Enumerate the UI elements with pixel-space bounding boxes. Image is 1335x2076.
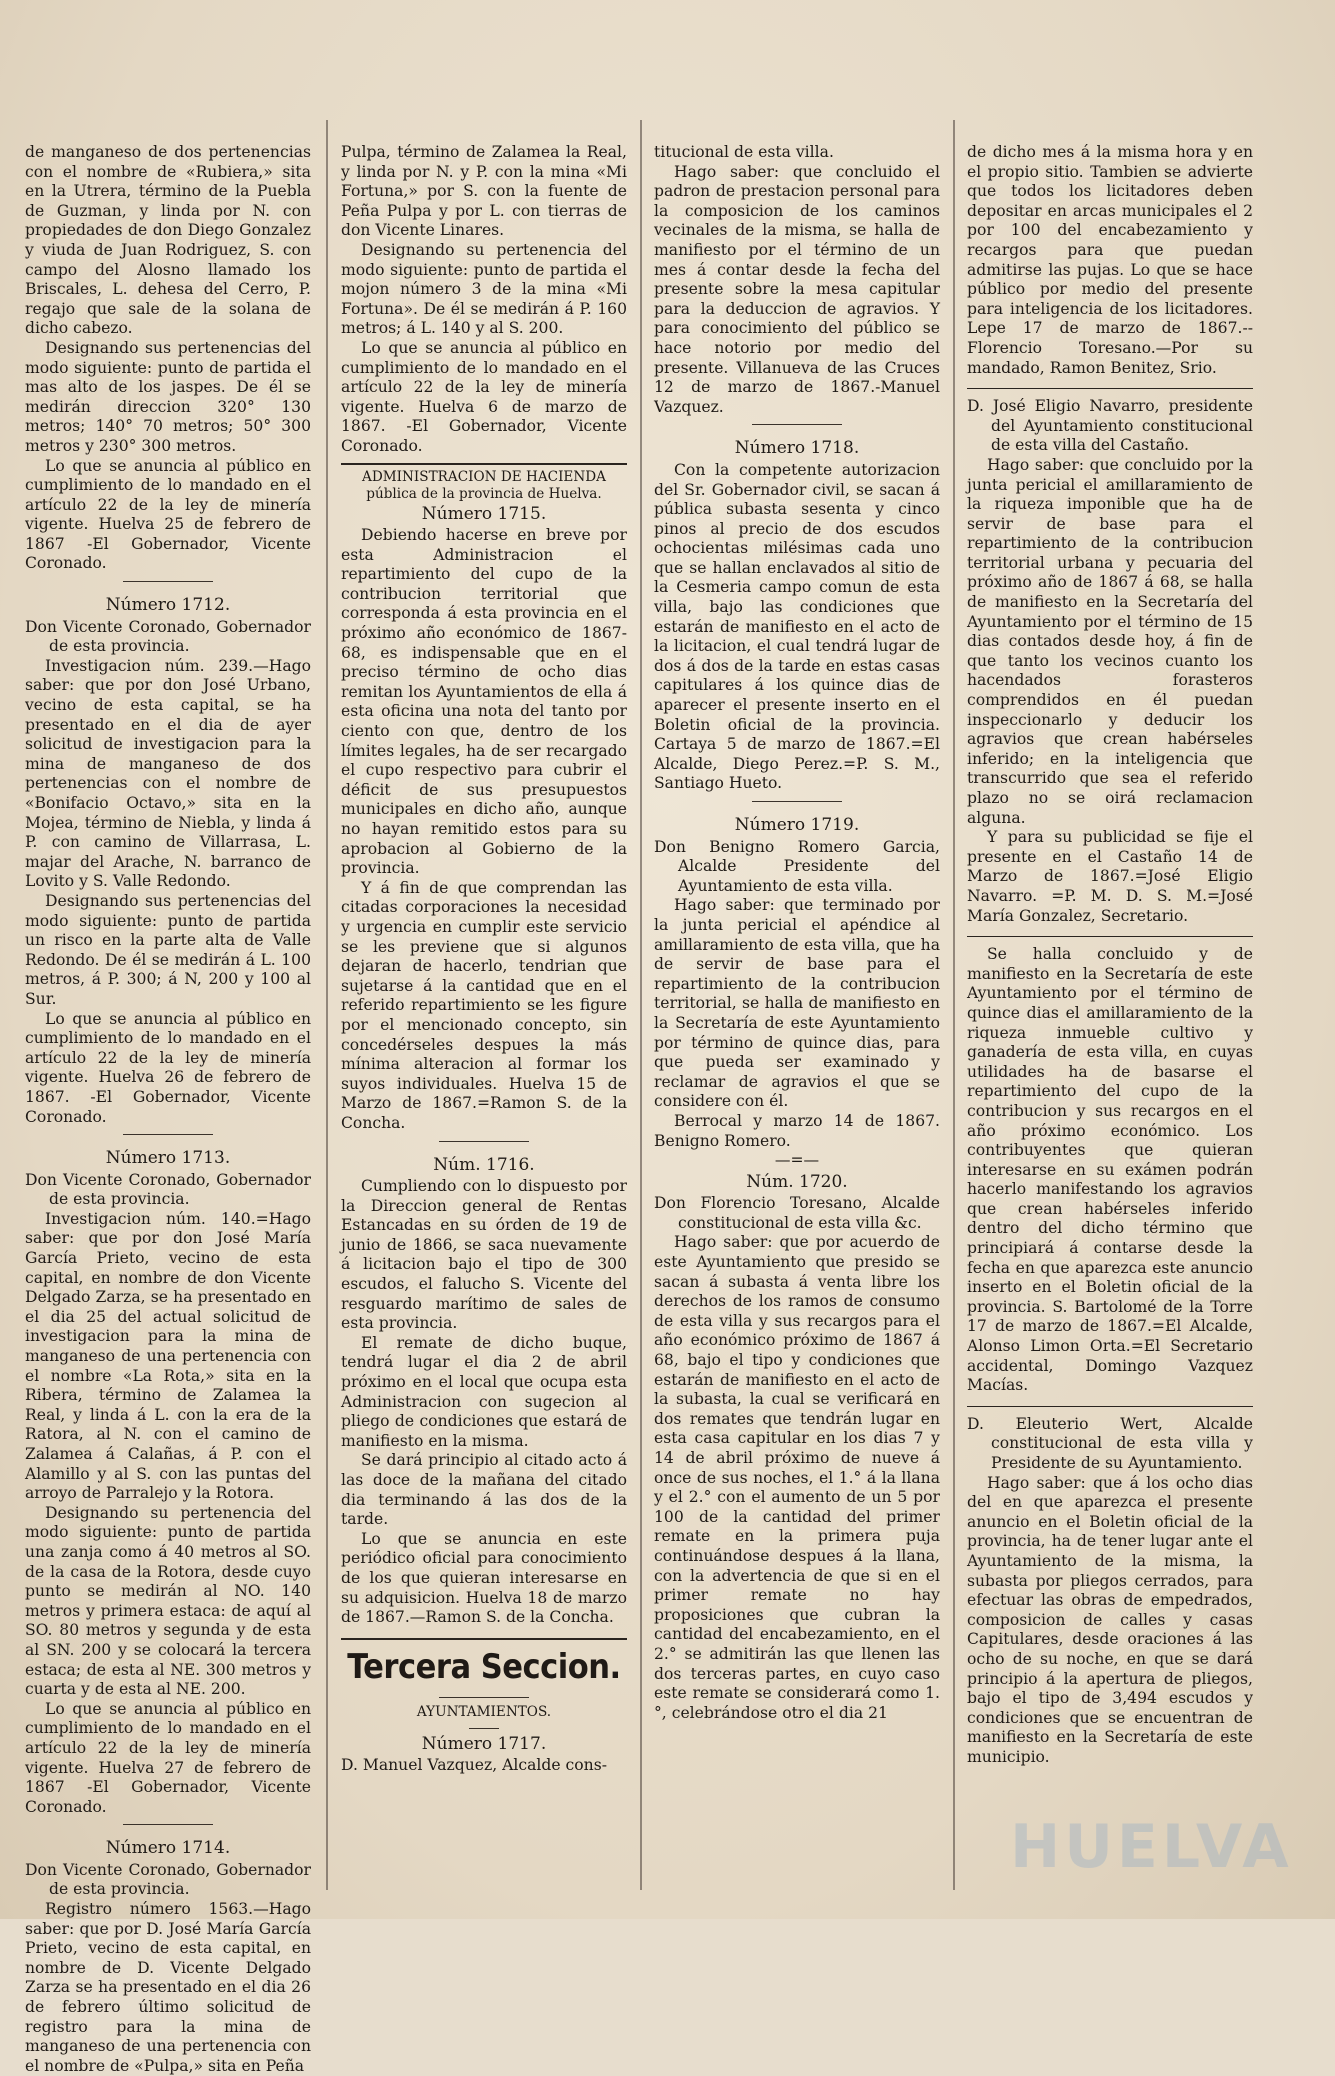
paragraph: Hago saber: que terminado por la junta pericial el apéndice al amillaramiento de esta villa, que ha de servir de base para el repartimiento de la contribucion territorial, se halla de manifiesto en la Secretaría de este Ayuntamiento por término de quince dias, para que pueda ser examinado y reclamar de agravios el que se considere con él.: [654, 896, 940, 1111]
paragraph: Designando su pertenencia del modo siguiente: punto de partida el mojon número 3 de la mina «Mi Fortuna». De él se medirán á P. 160 metros; á L. 140 y al S. 200.: [341, 240, 627, 338]
separator: [123, 581, 213, 582]
notice-issuer: Don Vicente Coronado, Gobernador de esta provincia.: [25, 1170, 311, 1209]
notice-number: Número 1712.: [105, 595, 231, 616]
paragraph: Hago saber: que concluido por la junta pericial el amillaramiento de la riqueza imponible que ha de servir de base para el repartimiento de la contribucion territorial urbana y pecuaria del próximo año de 1867 á 68, se halla de manifiesto en la Secretaría del Ayuntamiento por el término de 15 dias contados desde hoy, á fin de que tanto los vecinos cuanto los hacendados forasteros comprendidos en él puedan inspeccionarlo y deducir los agravios que crean habérseles inferido; en la inteligencia que transcurrido que sea el referido plazo no se oirá reclamacion alguna.: [967, 455, 1253, 827]
column-rule: [953, 120, 955, 1890]
paragraph: Y á fin de que comprendan las citadas corporaciones la necesidad y urgencia en cumplir este servicio se les previene que si algunos dejaran de hacerlo, tendrian que sujetarse á la cantidad que en el referido repartimiento se les figure por el mencionado concepto, sin concedérseles despues la más mínima alteracion al formar los suyos individuales. Huelva 15 de Marzo de 1867.=Ramon S. de la Concha.: [341, 878, 627, 1132]
separator: [439, 1697, 529, 1698]
paragraph: Hago saber: que á los ocho dias del en que aparezca el presente anuncio en el Boletin oficial de la provincia, ha de tener lugar ante el Ayuntamiento de la misma, la subasta por pliegos cerrados, para efectuar las obras de empedrados, composicion de calles y casas Capitulares, desde oraciones á las ocho de su noche, en que se dará principio á la apertura de pliegos, bajo el tipo de 3,494 escudos y condiciones que se encuentran de manifiesto en la Secretaría de este municipio.: [967, 1473, 1253, 1766]
notice-number: Número 1717.: [421, 1733, 547, 1754]
section-rule: [341, 463, 627, 465]
paragraph: Lo que se anuncia al público en cumplimiento de lo mandado en el artículo 22 de la ley de minería vigente. Huelva 6 de marzo de 1867. -El Gobernador, Vicente Coronado.: [341, 338, 627, 455]
notice-number: Número 1713.: [105, 1148, 231, 1169]
separator: [123, 1824, 213, 1825]
notice-issuer: D. Manuel Vazquez, Alcalde cons-: [341, 1756, 607, 1775]
paragraph: Lo que se anuncia al público en cumplimiento de lo mandado en el artículo 22 de la ley de minería vigente. Huelva 26 de febrero de 1867. -El Gobernador, Vicente Coronado.: [25, 1009, 311, 1126]
column-3: [654, 143, 940, 1883]
paragraph: Lo que se anuncia al público en cumplimiento de lo mandado en el artículo 22 de la ley de minería vigente. Huelva 27 de febrero de 1867 -El Gobernador, Vicente Coronado.: [25, 1699, 311, 1816]
notice-number: Núm. 1720.: [746, 1171, 848, 1192]
section-subheading: pública de la provincia de Huelva.: [366, 485, 602, 502]
paragraph: Y para su publicidad se fije el presente en el Castaño 14 de Marzo de 1867.=José Eligio Navarro. =P. M. D. S. M.=José María Gonzalez, Secretario.: [967, 828, 1253, 925]
section-rule: [967, 388, 1253, 389]
notice-number: Número 1718.: [734, 438, 860, 459]
paragraph: Designando su pertenencia del modo siguiente: punto de partida una zanja como á 40 metros al SO. de la casa de la Rotora, desde cuyo punto se medirán al NO. 140 metros y primera estaca: de aquí al SO. 80 metros y segunda y de esta al SN. 200 y se colocará la tercera estaca; de esta al NE. 300 metros y cuarta y de esta al NE. 200.: [25, 1503, 311, 1699]
column-rule: [640, 120, 642, 1890]
separator: [469, 1728, 499, 1729]
paragraph: Lo que se anuncia en este periódico oficial para conocimiento de los que quieran interesarse en su adquisicion. Huelva 18 de marzo de 1867.—Ramon S. de la Concha.: [341, 1529, 627, 1627]
column-2: [341, 143, 627, 1883]
section-rule: [967, 1406, 1253, 1407]
paragraph: Designando sus pertenencias del modo siguiente: punto de partida el mas alto de los jaspes. De él se medirán direccion 320° 130 metros; 140° 70 metros; 50° 300 metros y 230° 300 metros.: [25, 338, 311, 455]
separator: [439, 1141, 529, 1142]
paragraph: Hago saber: que por acuerdo de este Ayuntamiento que presido se sacan á subasta á venta libre los derechos de los ramos de consumo de esta villa y sus recargos para el año económico próximo de 1867 á 68, bajo el tipo y condiciones que estarán de manifiesto en el acto de la subasta, la cual se verificará en dos remates que tendrán lugar en esta casa capitular en los dias 7 y 14 de abril próximo de nueve á once de sus noches, el 1.° á la llana y el 2.° con el aumento de un 5 por 100 de la cantidad del primer remate en la primera puja continuándose despues á la llana, con la advertencia de que si en el primer remate no hay proposiciones que cubran la cantidad del encabezamiento, en el 2.° se admitirán las que llenen las dos terceras partes, en cuyo caso este remate se considerará como 1.°, celebrándose otro el dia 21: [654, 1233, 940, 1722]
column-rule: [326, 120, 328, 1890]
notice-issuer: D. José Eligio Navarro, presidente del Ayuntamiento constitucional de esta villa del Castaño.: [967, 397, 1253, 455]
paragraph: Berrocal y marzo 14 de 1867. Benigno Romero.: [654, 1111, 940, 1150]
paragraph: Registro número 1563.—Hago saber: que por D. José María García Prieto, vecino de esta capital, en nombre de D. Vicente Delgado Zarza se ha presentado en el dia 26 de febrero último solicitud de registro para la mina de manganeso de una pertenencia con el nombre de «Pulpa,» sita en Peña: [25, 1900, 311, 2075]
paragraph: Investigacion núm. 140.=Hago saber: que por don José María García Prieto, vecino de esta capital, en nombre de don Vicente Delgado Zarza, se ha presentado en el dia 25 del actual solicitud de investigacion para la mina de manganeso de una pertenencia con el nombre «La Rota,» sita en la Ribera, término de Zalamea la Real, y linda á L. con la era de la Ratora, al N. con el camino de Zalamea á Calañas, á P. con el Alamillo y al S. con las puntas del arroyo de Parralejo y la Rotora.: [25, 1209, 311, 1503]
section-heading: ADMINISTRACION DE HACIENDA: [362, 468, 606, 485]
separator: [123, 1134, 213, 1135]
notice-number: Número 1714.: [105, 1838, 231, 1859]
paragraph: Debiendo hacerse en breve por esta Administracion el repartimiento del cupo de la contribucion territorial que corresponda á esta provincia en el próximo año económico de 1867-68, es indispensable que en el preciso término de ocho dias remitan los Ayuntamientos de ella á esta oficina una nota del tanto por ciento con que, dentro de los límites legales, ha de ser recargado el cupo respectivo para cubrir el déficit de sus presupuestos municipales en dicho año, aunque no hayan remitido estos para su aprobacion al Gobierno de la provincia.: [341, 526, 627, 878]
paragraph: de manganeso de dos pertenencias con el nombre de «Rubiera,» sita en la Utrera, término de la Puebla de Guzman, y linda por N. con propiedades de don Diego Gonzalez y viuda de Juan Rodriguez, S. con campo del Alosno llamado los Briscales, L. dehesa del Cerro, P. regajo que sale de la solana de dicho cabezo.: [25, 143, 311, 338]
section-subheading: AYUNTAMIENTOS.: [416, 1703, 552, 1720]
notice-issuer: Don Vicente Coronado, Gobernador de esta provincia.: [25, 617, 311, 656]
paragraph: Designando sus pertenencias del modo siguiente: punto de partida un risco en la parte alta de Valle Redondo. De él se medirán á L. 100 metros, á P. 300; á N, 200 y 100 al Sur.: [25, 891, 311, 1008]
separator: [752, 801, 842, 802]
paragraph: de dicho mes á la misma hora y en el propio sitio. Tambien se advierte que todos los licitadores deben depositar en arcas municipales el 2 por 100 del encabezamiento y recargos para que puedan admitirse las pujas. Lo que se hace público por medio del presente para inteligencia de los licitadores. Lepe 17 de marzo de 1867.--Florencio Toresano.—Por su mandado, Ramon Benitez, Srio.: [967, 143, 1253, 377]
ornament-separator: —=—: [774, 1151, 820, 1170]
paragraph: Con la competente autorizacion del Sr. Gobernador civil, se sacan á pública subasta sesenta y cinco pinos al precio de dos escudos ochocientas milésimas cada uno que se hallan enclavados al sitio de la Cesmeria campo comun de esta villa, bajo las condiciones que estarán de manifiesto en el acto de la licitacion, el cual tendrá lugar de dos á dos de la tarde en estas casas capitulares á los quince dias de aparecer el presente inserto en el Boletin oficial de la provincia. Cartaya 5 de marzo de 1867.=El Alcalde, Diego Perez.=P. S. M., Santiago Hueto.: [654, 460, 940, 793]
paragraph: Lo que se anuncia al público en cumplimiento de lo mandado en el artículo 22 de la ley de minería vigente. Huelva 25 de febrero de 1867 -El Gobernador, Vicente Coronado.: [25, 456, 311, 573]
notice-issuer: Don Florencio Toresano, Alcalde constitucional de esta villa &c.: [654, 1194, 940, 1232]
section-rule: [341, 1638, 627, 1640]
section-title: Tercera Seccion.: [347, 1646, 621, 1687]
notice-number: Número 1719.: [734, 815, 860, 835]
paragraph: Se dará principio al citado acto á las doce de la mañana del citado dia terminando á las dos de la tarde.: [341, 1451, 627, 1529]
column-1: [25, 143, 311, 2075]
paragraph: Pulpa, término de Zalamea la Real, y linda por N. y P. con la mina «Mi Fortuna,» por S. con la fuente de Peña Pulpa y por L. con tierras de don Vicente Linares.: [341, 143, 627, 240]
notice-issuer: Don Vicente Coronado, Gobernador de esta provincia.: [25, 1860, 311, 1899]
notice-issuer: Don Benigno Romero Garcia, Alcalde Presidente del Ayuntamiento de esta villa.: [654, 837, 940, 895]
notice-number: Núm. 1716.: [433, 1154, 535, 1175]
column-4: [967, 143, 1253, 1883]
paragraph: titucional de esta villa.: [654, 143, 834, 161]
paragraph: Investigacion núm. 239.—Hago saber: que por don José Urbano, vecino de esta capital, se ha presentado en el dia de ayer solicitud de investigacion para la mina de manganeso de dos pertenencias con el nombre de «Bonifacio Octavo,» sita en la Mojea, término de Niebla, y linda á P. con camino de Villarrasa, L. majar del Arache, N. barranco de Lovito y S. Valle Redondo.: [25, 656, 311, 891]
paragraph: Hago saber: que concluido el padron de prestacion personal para la composicion de los caminos vecinales de la misma, se halla de manifiesto por el término de un mes á contar desde la fecha del presente sobre la mesa capitular para la deduccion de agravios. Y para conocimiento del público se hace notorio por medio del presente. Villanueva de las Cruces 12 de marzo de 1867.-Manuel Vazquez.: [654, 162, 940, 416]
section-rule: [967, 936, 1253, 937]
separator: [752, 424, 842, 425]
paragraph: Se halla concluido y de manifiesto en la Secretaría de este Ayuntamiento por el término de quince dias el amillaramiento de la riqueza inmueble cultivo y ganadería de esta villa, en cuyas utilidades ha de basarse el repartimiento del cupo de la contribucion y sus recargos en el año próximo económico. Los contribuyentes que quieran interesarse en su exámen podrán hacerlo manifestando los agravios que crean habérseles inferido dentro del dicho término que principiará á contarse desde la fecha en que aparezca este anuncio inserto en el Boletin oficial de la provincia. S. Bartolomé de la Torre 17 de marzo de 1867.=El Alcalde, Alonso Limon Orta.=El Secretario accidental, Domingo Vazquez Macías.: [967, 945, 1253, 1395]
paragraph: El remate de dicho buque, tendrá lugar el dia 2 de abril próximo en el local que ocupa esta Administracion con sugecion al pliego de condiciones que estará de manifiesto en la misma.: [341, 1333, 627, 1450]
library-watermark: HUELVA: [1010, 1812, 1293, 1882]
notice-number: Número 1715.: [421, 503, 547, 524]
notice-issuer: D. Eleuterio Wert, Alcalde constitucional de esta villa y Presidente de su Ayuntamiento.: [967, 1414, 1253, 1472]
paragraph: Cumpliendo con lo dispuesto por la Direccion general de Rentas Estancadas en su órden de 19 de junio de 1866, se saca nuevamente á licitacion bajo el tipo de 300 escudos, el falucho S. Vicente del resguardo marítimo de sales de esta provincia.: [341, 1177, 627, 1333]
